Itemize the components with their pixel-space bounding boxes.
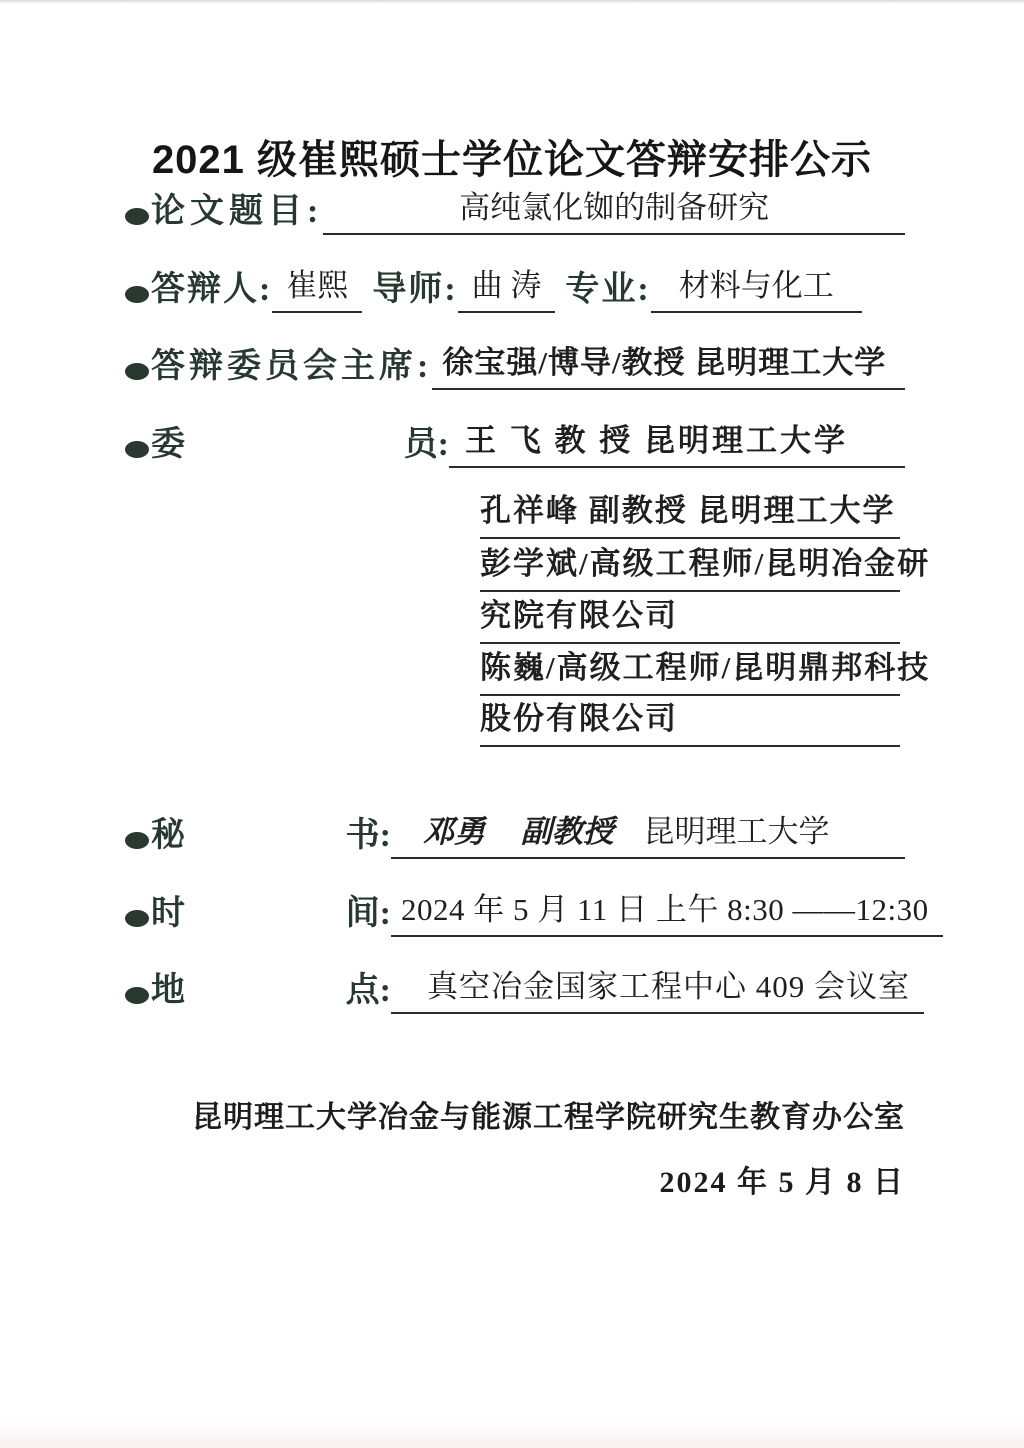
time-label-right: 间:: [345, 894, 391, 932]
thesis-title-row: [125, 188, 905, 235]
place-row: [125, 967, 910, 1014]
defender-row: [125, 266, 905, 313]
member-label-left: 委: [151, 425, 185, 463]
advisor-name-value: 曲 涛: [458, 266, 556, 313]
chair-value: 徐宝强/博导/教授 昆明理工大学: [432, 343, 905, 390]
secretary-label: [151, 815, 391, 860]
defender-label: 答辩人:: [151, 270, 273, 308]
member-2-line: 孔祥峰 副教授 昆明理工大学: [480, 492, 900, 539]
place-label: [151, 970, 391, 1015]
bullet-icon: [125, 910, 149, 927]
secretary-title: 副教授: [520, 814, 614, 849]
member-label-right: 员:: [403, 425, 449, 463]
member-4-line-wrap: 股份有限公司: [480, 700, 900, 747]
bullet-icon: [125, 208, 149, 225]
time-row: [125, 890, 929, 937]
time-label: [151, 893, 391, 938]
page-title: 2021 级崔熙硕士学位论文答辩安排公示: [151, 138, 873, 182]
bullet-icon: [125, 987, 149, 1004]
bullet-icon: [125, 441, 149, 458]
time-value: 2024 年 5 月 11 日 上午 8:30 ——12:30: [391, 890, 943, 937]
issue-date: 2024 年 5 月 8 日: [659, 1166, 905, 1199]
bullet-icon: [125, 286, 149, 303]
major-value: 材料与化工: [651, 266, 862, 313]
chair-row: [125, 343, 905, 390]
member-label: [151, 424, 449, 469]
member-1-value: 王 飞 教 授 昆明理工大学: [449, 421, 905, 468]
major-label: 专业:: [565, 270, 651, 308]
bullet-icon: [125, 832, 149, 849]
bullet-icon: [125, 363, 149, 380]
secretary-name: 邓勇: [423, 814, 485, 849]
place-label-left: 地: [151, 971, 185, 1009]
scan-edge-artifact: [0, 0, 1024, 4]
defender-name-value: 崔熙: [272, 266, 362, 313]
place-label-right: 点:: [345, 971, 391, 1009]
member-3-line-wrap: 究院有限公司: [480, 597, 900, 644]
thesis-title-value: 高纯氯化铷的制备研究: [323, 188, 905, 235]
secretary-row: [125, 812, 905, 859]
issuing-office: 昆明理工大学冶金与能源工程学院研究生教育办公室: [192, 1101, 905, 1134]
secretary-org: 昆明理工大学: [643, 814, 830, 849]
thesis-title-label: 论文题目:: [151, 192, 324, 230]
place-value: 真空冶金国家工程中心 409 会议室: [391, 967, 924, 1014]
secretary-value: [391, 812, 905, 859]
secretary-label-right: 书:: [345, 816, 391, 854]
member-4-line: 陈巍/高级工程师/昆明鼎邦科技: [480, 649, 900, 696]
chair-label: 答辩委员会主席:: [151, 347, 433, 385]
secretary-label-left: 秘: [151, 816, 185, 854]
member-3-line: 彭学斌/高级工程师/昆明冶金研: [480, 545, 900, 592]
time-label-left: 时: [151, 894, 185, 932]
scan-shadow-artifact: [0, 1418, 1024, 1448]
advisor-label: 导师:: [372, 270, 458, 308]
member-row: [125, 421, 905, 468]
